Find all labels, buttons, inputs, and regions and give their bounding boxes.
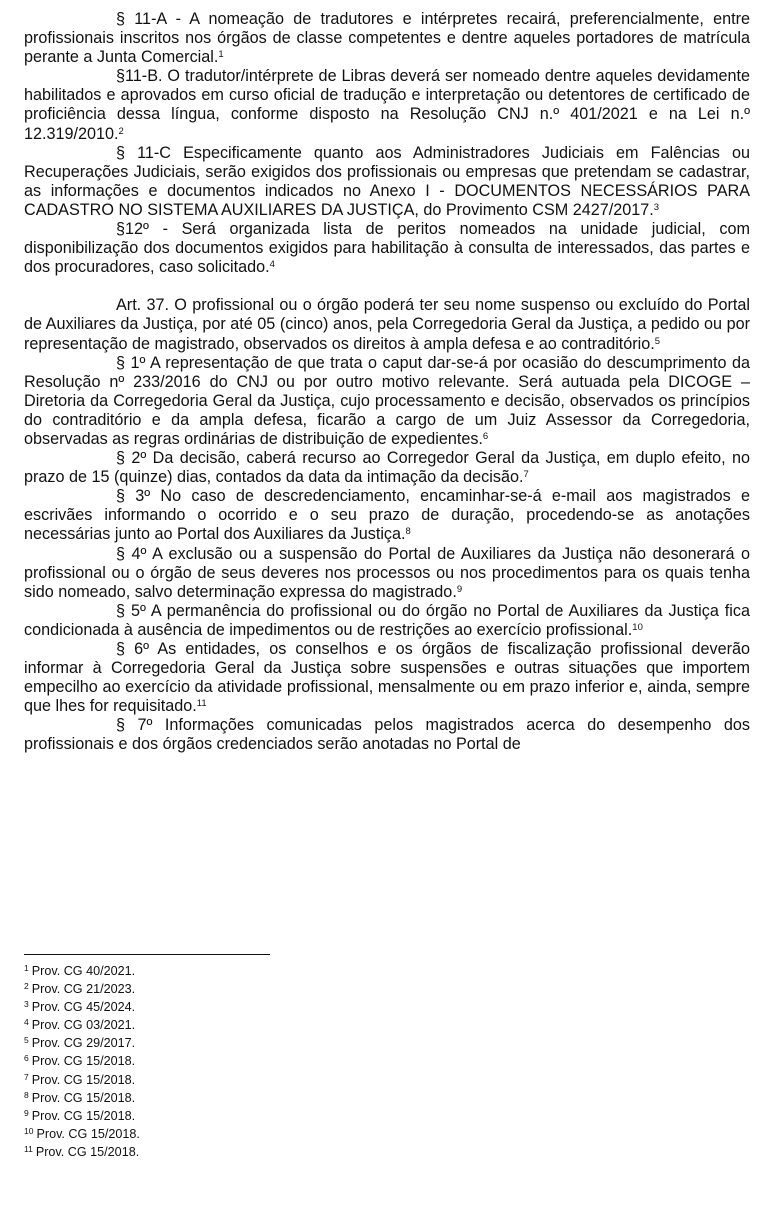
footnote-item: $^2$ Prov. CG 21/2023. [24,981,136,997]
footnote-item: $^8$ Prov. CG 15/2018. [24,1089,136,1105]
footnote-ref[interactable]: 3 [653,201,660,213]
footnote-item: $^7$ Prov. CG 15/2018. [24,1071,136,1087]
paragraph-7: § 7º Informações comunicadas pelos magistrados acerca do desempenho dos profissionais e dos órgãos credenciados serão anotadas no Portal de [24,716,750,754]
footnote-ref[interactable]: 6 [482,430,489,442]
footnote-item: $^5$ Prov. CG 29/2017. [24,1035,136,1051]
paragraph-5: § 5º A permanência do profissional ou do órgão no Portal de Auxiliares da Justiça fica condicionada à ausência de impedimentos ou de restrições ao exercício profissional.$^{10}$ [24,601,750,639]
paragraph-6: § 6º As entidades, os conselhos e os órgãos de fiscalização profissional deverão informar à Corregedoria Geral da Justiça sobre suspensões e outras situações que importem empecilho ao exercício da atividade profissional, mensalmente ou em prazo inferior e, ainda, sempre que lhes for requisitado.$^{11}$ [24,640,750,716]
paragraph-3: § 3º No caso de descredenciamento, encaminhar-se-á e-mail aos magistrados e escrivães informando o ocorrido e o seu prazo de duração, procedendo-se as anotações necessárias junto ao Portal dos Auxiliares da Justiça.$^8$ [24,487,750,544]
footnote-ref[interactable]: 7 [523,469,529,481]
footnote-ref[interactable]: 2 [118,125,124,137]
footnote-item: $^4$ Prov. CG 03/2021. [24,1017,136,1033]
footnote-item: $^{11}$ Prov. CG 15/2018. [24,1143,140,1159]
footnote-ref[interactable]: 4 [269,259,275,271]
footnote-ref[interactable]: 10 [632,621,643,633]
paragraph-1: § 1º A representação de que trata o caput dar-se-á por ocasião do descumprimento da Resolução nº 233/2016 do CNJ ou por outro motivo relevante. Será autuada pela DICOGE – Diretoria da Corregedoria Geral da Justiça, cujo processamento e decisão, observados os princípios do contraditório e da ampla defesa, ficarão a cargo de um Juiz Assessor da Corregedoria, observadas as regras ordinárias de distribuição de expedientes.$^6$ [24,353,750,448]
paragraph-12: §12º - Será organizada lista de peritos nomeados na unidade judicial, com disponibilização dos documentos exigidos para habilitação à consulta de interessados, das partes e dos procuradores, caso solicitado.$^4$ [24,220,750,277]
footnote-item: $^9$ Prov. CG 15/2018. [24,1107,136,1123]
footnote-ref[interactable]: 11 [196,698,207,710]
footnote-item: $^3$ Prov. CG 45/2024. [24,999,136,1015]
paragraph-11c: § 11-C Especificamente quanto aos Administradores Judiciais em Falências ou Recuperações Judiciais, serão exigidos dos profissionais ou empresas que pretendam se cadastrar, as informações e documentos indicados no Anexo I - DOCUMENTOS NECESSÁRIOS PARA CADASTRO NO SISTEMA AUXILIARES DA JUSTIÇA, do Provimento CSM 2427/2017.$^3$ [24,143,750,219]
footnote-item: $^{10}$ Prov. CG 15/2018. [24,1125,140,1141]
footnotes-list [24,962,424,1161]
paragraph-2: § 2º Da decisão, caberá recurso ao Corregedor Geral da Justiça, em duplo efeito, no prazo de 15 (quinze) dias, contados da data da intimação da decisão.$^7$ [24,449,750,487]
article-37: Art. 37. O profissional ou o órgão poderá ter seu nome suspenso ou excluído do Portal de Auxiliares da Justiça, por até 05 (cinco) anos, pela Corregedoria Geral da Justiça, a pedido ou por representação de magistrado, observados os direitos à ampla defesa e ao contraditório.$^5$ [24,296,750,353]
footnote-ref[interactable]: 9 [456,583,463,595]
footnote-ref[interactable]: 8 [405,526,411,538]
paragraph-11b: §11-B. O tradutor/intérprete de Libras deverá ser nomeado dentre aqueles devidamente habilitados e aprovados em curso oficial de tradução e interpretação ou detentores de certificado de proficiência dessa língua, conforme disposto na Resolução CNJ n.º 401/2021 e na Lei n.º 12.319/2010.$^2$ [24,67,750,143]
footnote-ref[interactable]: 1 [218,49,224,61]
footnote-divider [24,954,270,955]
footnote-item: $^1$ Prov. CG 40/2021. [24,963,136,978]
footnote-item: $^6$ Prov. CG 15/2018. [24,1053,136,1069]
paragraph-11a: § 11-A - A nomeação de tradutores e intérpretes recairá, preferencialmente, entre profissionais inscritos nos órgãos de classe competentes e dentre aqueles portadores de matrícula perante a Junta Comercial.$^1$ [24,10,750,67]
document-body [24,10,750,755]
paragraph-4: § 4º A exclusão ou a suspensão do Portal de Auxiliares da Justiça não desonerará o profissional ou o órgão de seus deveres nos processos ou nos procedimentos para os quais tenha sido nomeado, salvo determinação expressa do magistrado.$^9$ [24,544,750,601]
footnote-ref[interactable]: 5 [654,335,661,347]
